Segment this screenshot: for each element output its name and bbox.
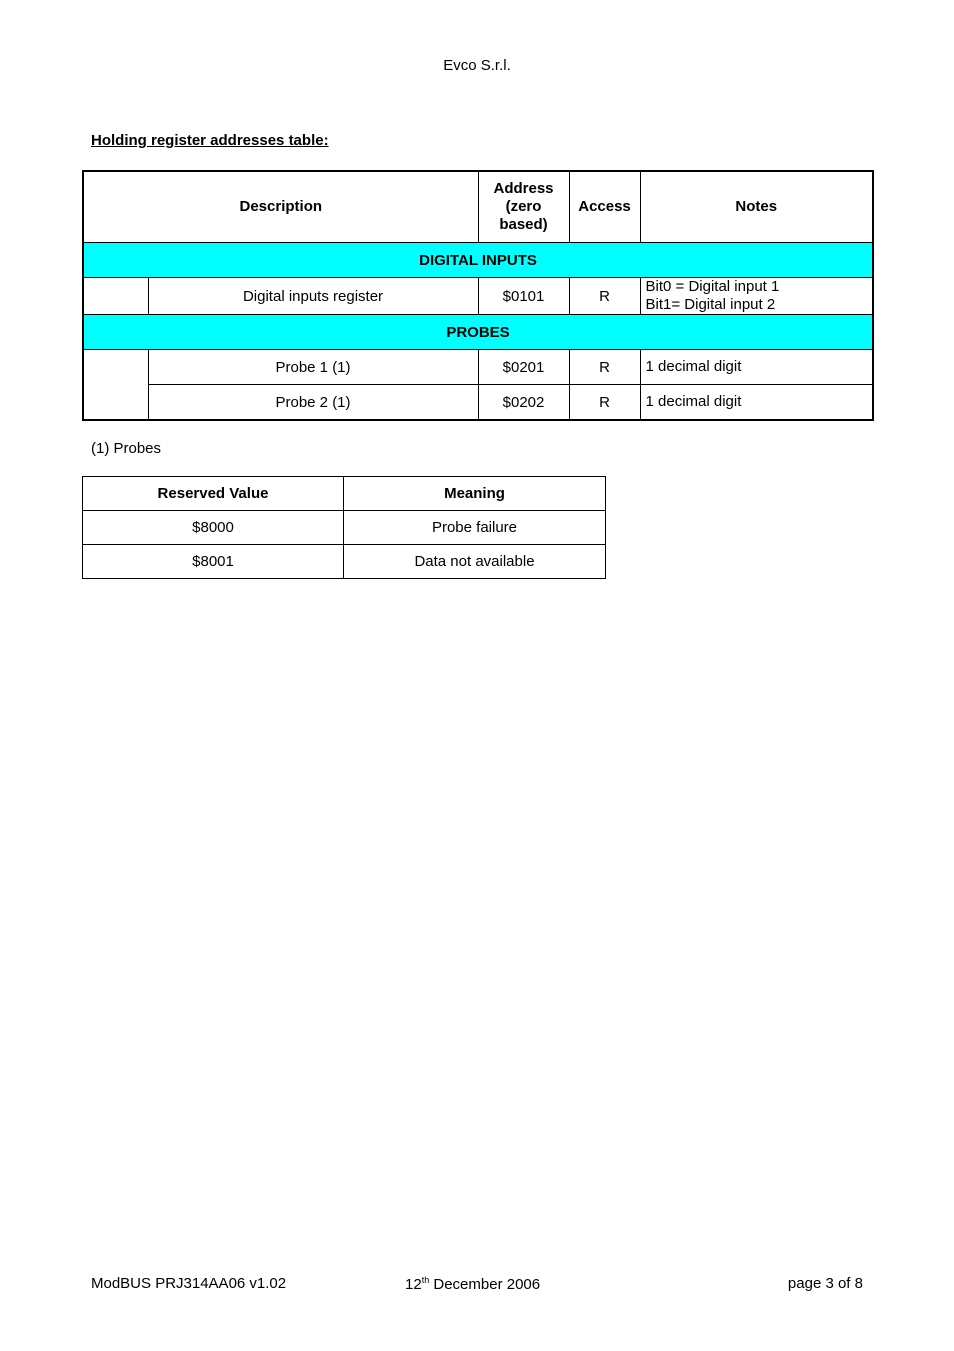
header-meaning: Meaning [344, 477, 606, 511]
blank-cell [83, 278, 148, 315]
footnote: (1) Probes [91, 440, 162, 457]
row-access: R [569, 278, 640, 315]
footer-date-suffix: th [421, 1275, 430, 1285]
table-row [83, 385, 873, 421]
notes-line1: Bit0 = Digital input 1 [645, 278, 780, 295]
header-reserved-value: Reserved Value [83, 477, 344, 511]
table-row [83, 511, 606, 545]
table-header-row [83, 171, 873, 243]
footer-date-day: 12 [405, 1276, 422, 1293]
row-access: R [569, 385, 640, 421]
footer-date [405, 1275, 540, 1293]
row-address: $0101 [478, 278, 569, 315]
table-row [83, 350, 873, 385]
section-row [83, 243, 873, 278]
section-title: Holding register addresses table: [91, 132, 329, 149]
table-header-row [83, 477, 606, 511]
row-address: $0202 [478, 385, 569, 421]
header-address-line1: Address [493, 180, 554, 197]
header-address-line2: (zero [505, 198, 542, 215]
page-header: Evco S.r.l. [443, 57, 511, 74]
header-notes: Notes [640, 171, 873, 243]
section-digital-inputs: DIGITAL INPUTS [83, 243, 873, 278]
row-description: Probe 2 (1) [148, 385, 478, 421]
footer-document-id: ModBUS PRJ314AA06 v1.02 [91, 1275, 287, 1292]
row-description: Probe 1 (1) [148, 350, 478, 385]
row-notes: 1 decimal digit [640, 385, 873, 421]
row-access: R [569, 350, 640, 385]
footer-date-rest: December 2006 [429, 1276, 541, 1293]
section-row [83, 315, 873, 350]
header-description: Description [83, 171, 478, 243]
table-row [83, 545, 606, 579]
header-access: Access [569, 171, 640, 243]
row-notes [640, 278, 873, 315]
row-address: $0201 [478, 350, 569, 385]
header-address [478, 171, 569, 243]
holding-register-table [82, 170, 874, 421]
reserved-meaning: Probe failure [344, 511, 606, 545]
notes-line2: Bit1= Digital input 2 [645, 296, 776, 313]
header-address-line3: based) [499, 216, 548, 233]
reserved-meaning: Data not available [344, 545, 606, 579]
row-description: Digital inputs register [148, 278, 478, 315]
row-notes: 1 decimal digit [640, 350, 873, 385]
footer-page-number: page 3 of 8 [787, 1275, 863, 1292]
blank-cell [83, 350, 148, 421]
table-row [83, 278, 873, 315]
section-probes: PROBES [83, 315, 873, 350]
reserved-value: $8000 [83, 511, 344, 545]
reserved-values-table [82, 476, 606, 579]
reserved-value: $8001 [83, 545, 344, 579]
